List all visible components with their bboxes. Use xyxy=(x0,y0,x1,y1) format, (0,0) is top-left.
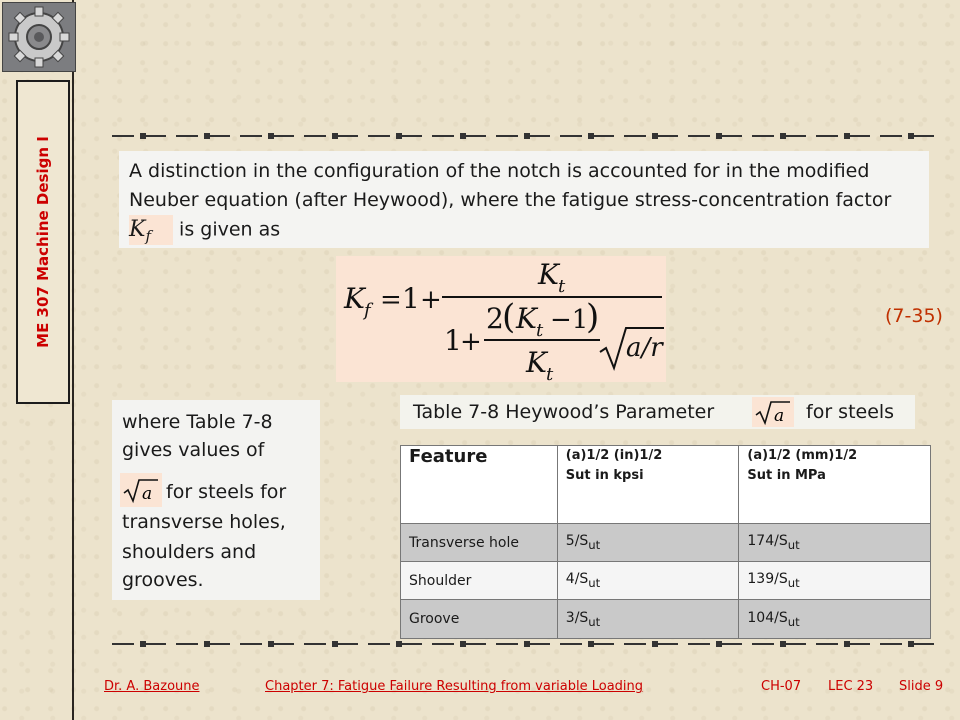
row-col3-value: 139/S xyxy=(747,571,788,588)
eq-num-k: K xyxy=(538,258,559,291)
header-col2 xyxy=(557,446,739,524)
side-symbol-a: a xyxy=(142,484,153,504)
footer-lecture: LEC 23 xyxy=(828,679,874,694)
heywood-table xyxy=(400,445,931,639)
row-col2-value: 4/S xyxy=(565,571,589,588)
row-feature: Groove xyxy=(401,600,558,639)
row-col3 xyxy=(739,562,931,600)
intro-text-part1: A distinction in the configuration of the notch is accounted for in the modified Neuber equation (after Heywood), where the fatigue stress-concentration factor xyxy=(129,160,892,211)
table-caption xyxy=(400,395,915,429)
side-note-line4: transverse holes, xyxy=(122,511,286,533)
neuber-equation xyxy=(336,256,666,382)
eq-one: 1 xyxy=(402,282,420,315)
eq-den-plus: + xyxy=(460,327,482,357)
kf-symbol xyxy=(129,215,173,245)
header-col3-line2: Sut in MPa xyxy=(747,468,826,483)
table-row xyxy=(401,600,931,639)
kf-symbol-k: K xyxy=(129,217,146,242)
course-title: ME 307 Machine Design I xyxy=(34,136,52,348)
equation-number: (7-35) xyxy=(885,305,943,327)
row-feature: Transverse hole xyxy=(401,524,558,562)
row-col3-sub: ut xyxy=(787,537,800,552)
sidebar xyxy=(0,0,76,720)
row-col3-value: 104/S xyxy=(747,609,788,626)
eq-den-one: 1 xyxy=(444,324,462,357)
row-col2 xyxy=(557,600,739,639)
course-title-box xyxy=(16,80,70,404)
row-col2 xyxy=(557,524,739,562)
row-col3-sub: ut xyxy=(787,614,800,629)
side-note-line2: gives values of xyxy=(122,439,265,461)
header-feature-text: Feature xyxy=(409,446,488,467)
eq-den-sub: t xyxy=(546,364,554,382)
caption-symbol-a: a xyxy=(774,406,785,426)
table-row xyxy=(401,524,931,562)
caption-text-part1: Table 7-8 Heywood’s Parameter xyxy=(413,401,715,423)
eq-den-k: K xyxy=(526,346,547,379)
intro-text-part2: is given as xyxy=(173,218,281,241)
intro-paragraph xyxy=(129,157,924,245)
header-col3-line1: (a)1/2 (mm)1/2 xyxy=(747,448,858,463)
footer-author: Dr. A. Bazoune xyxy=(104,679,200,694)
eq-two: 2 xyxy=(486,302,504,335)
row-col3-value: 174/S xyxy=(747,533,788,550)
eq-lhs-k: K xyxy=(344,282,365,315)
row-col2-sub: ut xyxy=(588,575,601,590)
caption-text-part2: for steels xyxy=(806,401,895,423)
eq-plus: + xyxy=(420,285,442,315)
side-note-line6: grooves. xyxy=(122,569,204,591)
sqrt-a-symbol xyxy=(752,397,794,427)
header-col3 xyxy=(739,446,931,524)
row-col2-value: 3/S xyxy=(565,609,589,626)
row-col3 xyxy=(739,524,931,562)
intro-textbox xyxy=(119,151,929,248)
row-col2-value: 5/S xyxy=(565,533,589,550)
eq-lhs-sub: f xyxy=(364,300,371,321)
row-col2-sub: ut xyxy=(588,614,601,629)
header-feature xyxy=(401,446,558,524)
kf-symbol-sub: f xyxy=(145,226,151,245)
table-row xyxy=(401,562,931,600)
eq-inner-k: K xyxy=(516,302,537,335)
eq-inner-sub: t xyxy=(536,320,544,341)
eq-minus-one: −1 xyxy=(550,305,589,335)
footer-chapter: Chapter 7: Fatigue Failure Resulting from variable Loading xyxy=(265,679,644,694)
side-note-line5: shoulders and xyxy=(122,541,257,563)
eq-equals: = xyxy=(380,285,402,315)
header-col2-line2: Sut in kpsi xyxy=(565,468,644,483)
row-feature: Shoulder xyxy=(401,562,558,600)
row-col2 xyxy=(557,562,739,600)
header-col2-line1: (a)1/2 (in)1/2 xyxy=(565,448,663,463)
table-header-row xyxy=(401,446,931,524)
top-dashed-rule xyxy=(112,128,942,144)
sqrt-a-symbol-side xyxy=(120,473,162,507)
side-note-line3: for steels for xyxy=(166,481,287,503)
footer-slide-number: Slide 9 xyxy=(899,679,944,694)
sidebar-divider xyxy=(72,0,74,720)
footer-chapter-code: CH-07 xyxy=(761,679,802,694)
row-col2-sub: ut xyxy=(588,537,601,552)
side-note-box xyxy=(112,400,320,600)
gear-logo-icon xyxy=(2,2,76,72)
row-col3 xyxy=(739,600,931,639)
row-col3-sub: ut xyxy=(787,575,800,590)
eq-num-sub: t xyxy=(558,276,566,297)
side-note-line1: where Table 7-8 xyxy=(122,411,273,433)
eq-rparen: ) xyxy=(586,297,600,337)
eq-radicand: a/r xyxy=(626,333,663,363)
eq-lparen: ( xyxy=(502,297,516,337)
